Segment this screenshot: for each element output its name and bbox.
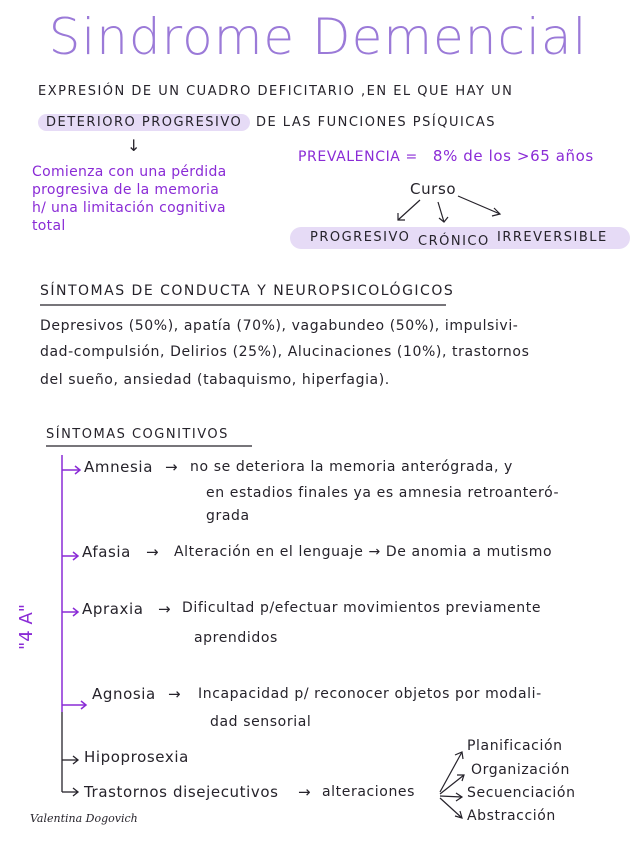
prevalencia-label: PREVALENCIA =	[298, 149, 418, 165]
side-note-line: Comienza con una pérdida	[32, 164, 227, 180]
intro-line-1: EXPRESIÓN DE UN CUADRO DEFICITARIO ,EN EL QUE HAY UN	[38, 84, 514, 99]
item-apraxia-desc: Dificultad p/efectuar movimientos previamente	[182, 600, 542, 616]
conducta-line: dad-compulsión, Delirios (25%), Alucinaciones (10%), trastornos	[40, 344, 530, 360]
curso-cronico: CRÓNICO	[418, 234, 490, 249]
item-disejecutivos-desc: alteraciones	[322, 784, 416, 800]
curso-irreversible: IRREVERSIBLE	[497, 230, 608, 245]
signature: Valentina Dogovich	[30, 812, 138, 825]
arrow-right-icon: →	[146, 543, 160, 561]
ejecutiva-item: Organización	[471, 762, 570, 778]
curso-label: Curso	[410, 180, 457, 198]
prevalencia-value: 8% de los >65 años	[432, 147, 594, 165]
ejecutiva-item: Planificación	[467, 738, 563, 754]
item-agnosia-desc: dad sensorial	[210, 714, 312, 730]
bracket-label: "4 A"	[16, 603, 37, 650]
down-arrow-icon: ↓	[127, 136, 141, 155]
intro-line-2-rest: DE LAS FUNCIONES PSÍQUICAS	[255, 115, 497, 130]
ejecutiva-item: Secuenciación	[467, 785, 576, 801]
side-note-line: progresiva de la memoria	[32, 182, 220, 198]
item-amnesia-desc: grada	[206, 508, 250, 524]
bracket-tree-icon	[62, 455, 86, 712]
arrow-right-icon: →	[158, 600, 172, 618]
conducta-heading: SÍNTOMAS DE CONDUCTA Y NEUROPSICOLÓGICOS	[40, 283, 455, 299]
page-title: Sindrome Demencial	[48, 8, 588, 66]
item-amnesia-desc: no se deteriora la memoria anterógrada, y	[190, 459, 513, 475]
fan-arrows-icon	[440, 752, 464, 818]
side-note-line: total	[32, 218, 66, 234]
ejecutiva-item: Abstracción	[467, 808, 556, 824]
item-amnesia-desc: en estadios finales ya es amnesia retroanteró-	[206, 485, 560, 501]
item-amnesia-term: Amnesia	[84, 458, 153, 476]
conducta-line: Depresivos (50%), apatía (70%), vagabundeo (50%), impulsivi-	[40, 318, 519, 334]
conducta-line: del sueño, ansiedad (tabaquismo, hiperfagia).	[40, 372, 390, 388]
item-hipoprosexia-term: Hipoprosexia	[84, 748, 189, 766]
curso-arrows-icon	[398, 196, 500, 222]
arrow-right-icon: →	[298, 783, 312, 801]
hipo-disej-branch-icon	[62, 712, 78, 796]
highlight-deterioro: DETERIORO PROGRESIVO	[38, 114, 250, 131]
item-afasia-term: Afasia	[82, 543, 131, 561]
cognitivos-heading: SÍNTOMAS COGNITIVOS	[46, 427, 229, 442]
item-apraxia-desc: aprendidos	[194, 630, 278, 646]
arrow-right-icon: →	[168, 685, 182, 703]
side-note-line: h/ una limitación cognitiva	[32, 200, 226, 216]
item-disejecutivos-term: Trastornos disejecutivos	[84, 783, 279, 801]
item-apraxia-term: Apraxia	[82, 600, 144, 618]
item-agnosia-term: Agnosia	[92, 685, 156, 703]
item-afasia-desc: Alteración en el lenguaje → De anomia a mutismo	[174, 544, 553, 560]
curso-progresivo: PROGRESIVO	[310, 230, 411, 245]
arrow-right-icon: →	[165, 458, 179, 476]
item-agnosia-desc: Incapacidad p/ reconocer objetos por modali-	[198, 686, 542, 702]
